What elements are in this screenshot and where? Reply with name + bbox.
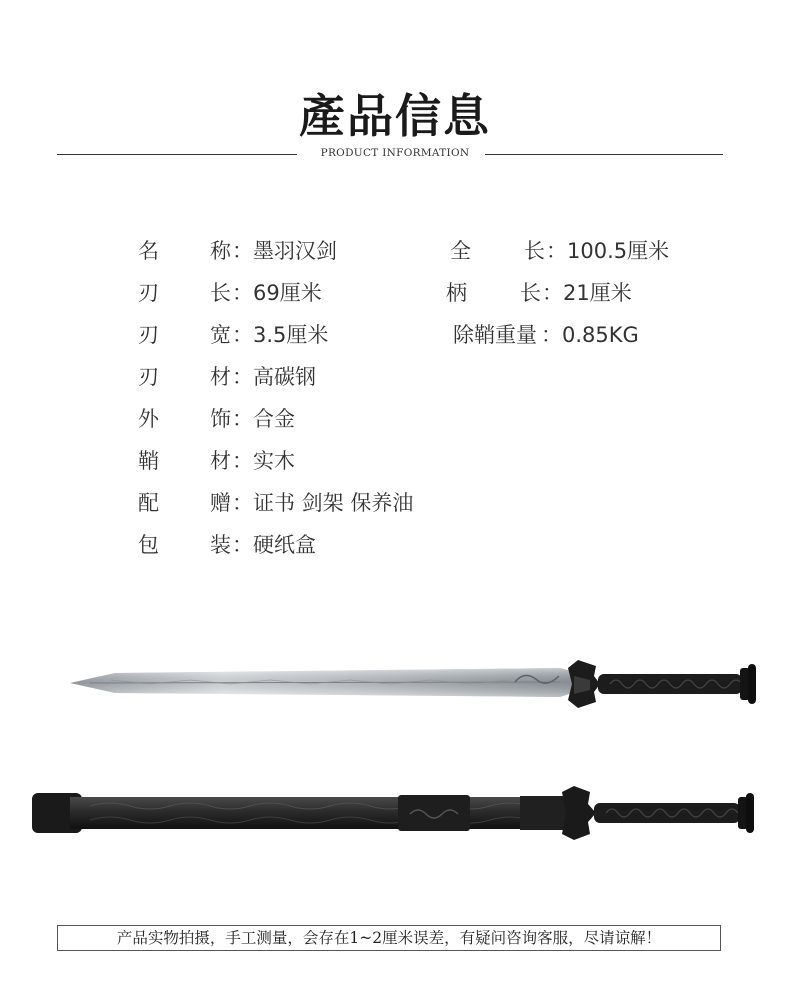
- spec-label-char2: 长: [524, 239, 545, 263]
- spec-label-char2: 长: [210, 281, 231, 305]
- page-subtitle: PRODUCT INFORMATION: [320, 147, 470, 159]
- measurement-notice: 产品实物拍摄，手工测量，会存在1~2厘米误差，有疑问咨询客服，尽请谅解！: [57, 925, 721, 951]
- spec-label-char1: 外: [138, 407, 159, 431]
- spec-label: 除鞘重量: [453, 323, 537, 347]
- spec-label-char2: 饰: [210, 407, 231, 431]
- spec-label-char1: 配: [138, 491, 159, 515]
- spec-label-char1: 包: [138, 533, 159, 557]
- spec-value: ：21厘米: [542, 281, 632, 305]
- spec-value: ：实木: [232, 449, 295, 473]
- spec-label-char2: 材: [210, 365, 231, 389]
- spec-label-char2: 材: [210, 449, 231, 473]
- spec-value: ：硬纸盒: [232, 533, 316, 557]
- sheathed-sword-icon: [32, 786, 754, 840]
- spec-label-char1: 名: [138, 239, 159, 263]
- spec-label-char1: 刃: [138, 323, 159, 347]
- spec-label-char2: 宽: [210, 323, 231, 347]
- spec-label-char1: 全: [450, 239, 471, 263]
- spec-value: ：证书 剑架 保养油: [232, 491, 414, 515]
- spec-label-char2: 赠: [210, 491, 231, 515]
- spec-value: ：0.85KG: [541, 323, 639, 347]
- spec-value: ：3.5厘米: [232, 323, 329, 347]
- spec-label-char2: 装: [210, 533, 231, 557]
- sword-guard: [568, 660, 600, 708]
- spec-value: ：69厘米: [232, 281, 322, 305]
- spec-value: ：墨羽汉剑: [232, 239, 337, 263]
- sword-blade: [70, 668, 575, 697]
- spec-label-char2: 长: [520, 281, 541, 305]
- page-title: 產品信息: [299, 89, 491, 143]
- spec-label-char1: 鞘: [138, 449, 159, 473]
- spec-value: ：高碳钢: [232, 365, 316, 389]
- spec-label-char1: 柄: [446, 281, 467, 305]
- spec-value: ：合金: [232, 407, 295, 431]
- spec-label-char2: 称: [210, 239, 231, 263]
- spec-label-char1: 刃: [138, 365, 159, 389]
- sword-grip: [598, 664, 756, 704]
- spec-label-char1: 刃: [138, 281, 159, 305]
- spec-value: ：100.5厘米: [546, 239, 670, 263]
